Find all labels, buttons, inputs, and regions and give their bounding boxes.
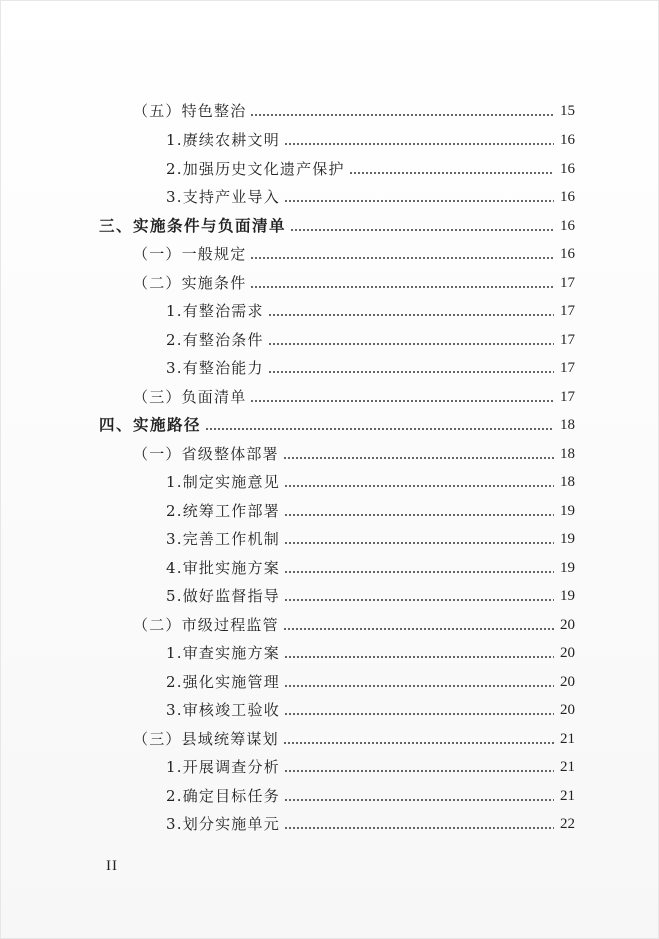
toc-leader-dots [284, 200, 554, 202]
toc-entry-page: 20 [560, 674, 575, 690]
toc-entry-page: 21 [560, 788, 575, 804]
toc-leader-dots [284, 799, 554, 801]
toc-leader-dots [284, 713, 554, 715]
toc-entry[interactable] [166, 808, 575, 834]
toc-entry-page: 17 [560, 303, 575, 319]
toc-entry-label: （二）市级过程监管 [133, 616, 279, 634]
toc-entry-label: 2.确定目标任务 [166, 787, 280, 805]
toc-entry-page: 16 [560, 132, 575, 148]
toc-entry-page: 21 [560, 759, 575, 775]
toc-entry-page: 16 [560, 218, 575, 234]
toc-entry[interactable] [166, 523, 575, 549]
toc-entry-label: 2.有整治条件 [166, 331, 264, 349]
toc-entry[interactable] [133, 381, 575, 407]
toc-entry-label: （一）一般规定 [133, 245, 247, 263]
toc-leader-dots [283, 457, 554, 459]
toc-entry-page: 19 [560, 588, 575, 604]
toc-leader-dots [284, 599, 554, 601]
toc-entry[interactable] [166, 552, 575, 578]
toc-entry-label: 1.开展调查分析 [166, 758, 280, 776]
toc-entry[interactable] [166, 181, 575, 207]
toc-leader-dots [284, 514, 554, 516]
toc-entry-label: 3.完善工作机制 [166, 530, 280, 548]
toc-entry[interactable] [166, 295, 575, 321]
toc-entry-page: 20 [560, 702, 575, 718]
toc-entry-page: 17 [560, 360, 575, 376]
toc-entry-page: 18 [560, 417, 575, 433]
toc-entry-label: （一）省级整体部署 [133, 445, 279, 463]
toc-leader-dots [283, 628, 554, 630]
toc-entry-label: 1.制定实施意见 [166, 473, 280, 491]
toc-entry-label: 3.有整治能力 [166, 359, 264, 377]
toc-entry[interactable] [166, 751, 575, 777]
toc-entry[interactable] [166, 466, 575, 492]
toc-leader-dots [250, 400, 554, 402]
toc-entry[interactable] [166, 780, 575, 806]
toc-leader-dots [250, 114, 554, 116]
toc-entry-label: （三）县域统筹谋划 [133, 730, 279, 748]
toc-entry-label: 三、实施条件与负面清单 [99, 217, 287, 235]
toc-leader-dots [268, 343, 554, 345]
toc-entry[interactable] [166, 324, 575, 350]
toc-leader-dots [284, 485, 554, 487]
toc-entry[interactable] [133, 238, 575, 264]
toc-leader-dots [268, 314, 554, 316]
toc-entry-label: 2.强化实施管理 [166, 673, 280, 691]
toc-entry[interactable] [166, 495, 575, 521]
toc-entry-label: 1.审查实施方案 [166, 644, 280, 662]
toc-entry-page: 18 [560, 474, 575, 490]
toc-entry-label: （五）特色整治 [133, 102, 247, 120]
toc-entry[interactable] [166, 352, 575, 378]
toc-entry-page: 16 [560, 161, 575, 177]
toc-entry[interactable] [133, 723, 575, 749]
toc-entry-label: （二）实施条件 [133, 274, 247, 292]
toc-leader-dots [284, 571, 554, 573]
toc-leader-dots [284, 542, 554, 544]
toc-entry-page: 20 [560, 645, 575, 661]
toc-entry[interactable] [166, 124, 575, 150]
toc-entry-label: 3.支持产业导入 [166, 188, 280, 206]
toc-leader-dots [284, 770, 554, 772]
toc-entry-label: （三）负面清单 [133, 388, 247, 406]
page-number: II [106, 858, 118, 874]
toc-entry-label: 1.赓续农耕文明 [166, 131, 280, 149]
toc-entry-page: 17 [560, 275, 575, 291]
toc-entry-label: 5.做好监督指导 [166, 587, 280, 605]
toc-entry-page: 18 [560, 446, 575, 462]
toc-leader-dots [268, 371, 554, 373]
toc-entry[interactable] [133, 95, 575, 121]
toc-entry-label: 3.审核竣工验收 [166, 701, 280, 719]
toc-entry-page: 19 [560, 560, 575, 576]
toc-entry[interactable] [166, 666, 575, 692]
toc-leader-dots [349, 172, 554, 174]
toc-entry-label: 4.审批实施方案 [166, 559, 280, 577]
toc-entry[interactable] [166, 694, 575, 720]
toc-entry[interactable] [166, 153, 575, 179]
toc-leader-dots [290, 229, 554, 231]
toc-entry-page: 17 [560, 389, 575, 405]
toc-leader-dots [250, 286, 554, 288]
toc-entry-page: 16 [560, 189, 575, 205]
toc-entry-label: 四、实施路径 [99, 416, 202, 434]
toc-entry-page: 17 [560, 332, 575, 348]
toc-entry-page: 22 [560, 816, 575, 832]
toc-entry-page: 15 [560, 103, 575, 119]
toc-leader-dots [284, 827, 554, 829]
toc-leader-dots [205, 428, 554, 430]
toc-leader-dots [284, 685, 554, 687]
toc-leader-dots [284, 656, 554, 658]
toc-entry[interactable] [133, 438, 575, 464]
toc-entry[interactable] [166, 580, 575, 606]
toc-entry-page: 19 [560, 531, 575, 547]
toc-entry[interactable] [99, 409, 575, 435]
toc-entry-label: 2.统筹工作部署 [166, 502, 280, 520]
toc-entry-page: 16 [560, 246, 575, 262]
toc-leader-dots [283, 742, 554, 744]
toc-entry-label: 1.有整治需求 [166, 302, 264, 320]
toc-entry-label: 2.加强历史文化遗产保护 [166, 160, 345, 178]
toc-leader-dots [284, 143, 554, 145]
toc-entry[interactable] [99, 210, 575, 236]
toc-entry-page: 19 [560, 503, 575, 519]
toc-entry[interactable] [166, 637, 575, 663]
toc-entry-label: 3.划分实施单元 [166, 815, 280, 833]
toc-entry-page: 20 [560, 617, 575, 633]
toc-entry[interactable] [133, 609, 575, 635]
toc-entry-page: 21 [560, 731, 575, 747]
toc-entry[interactable] [133, 267, 575, 293]
toc-leader-dots [250, 257, 554, 259]
